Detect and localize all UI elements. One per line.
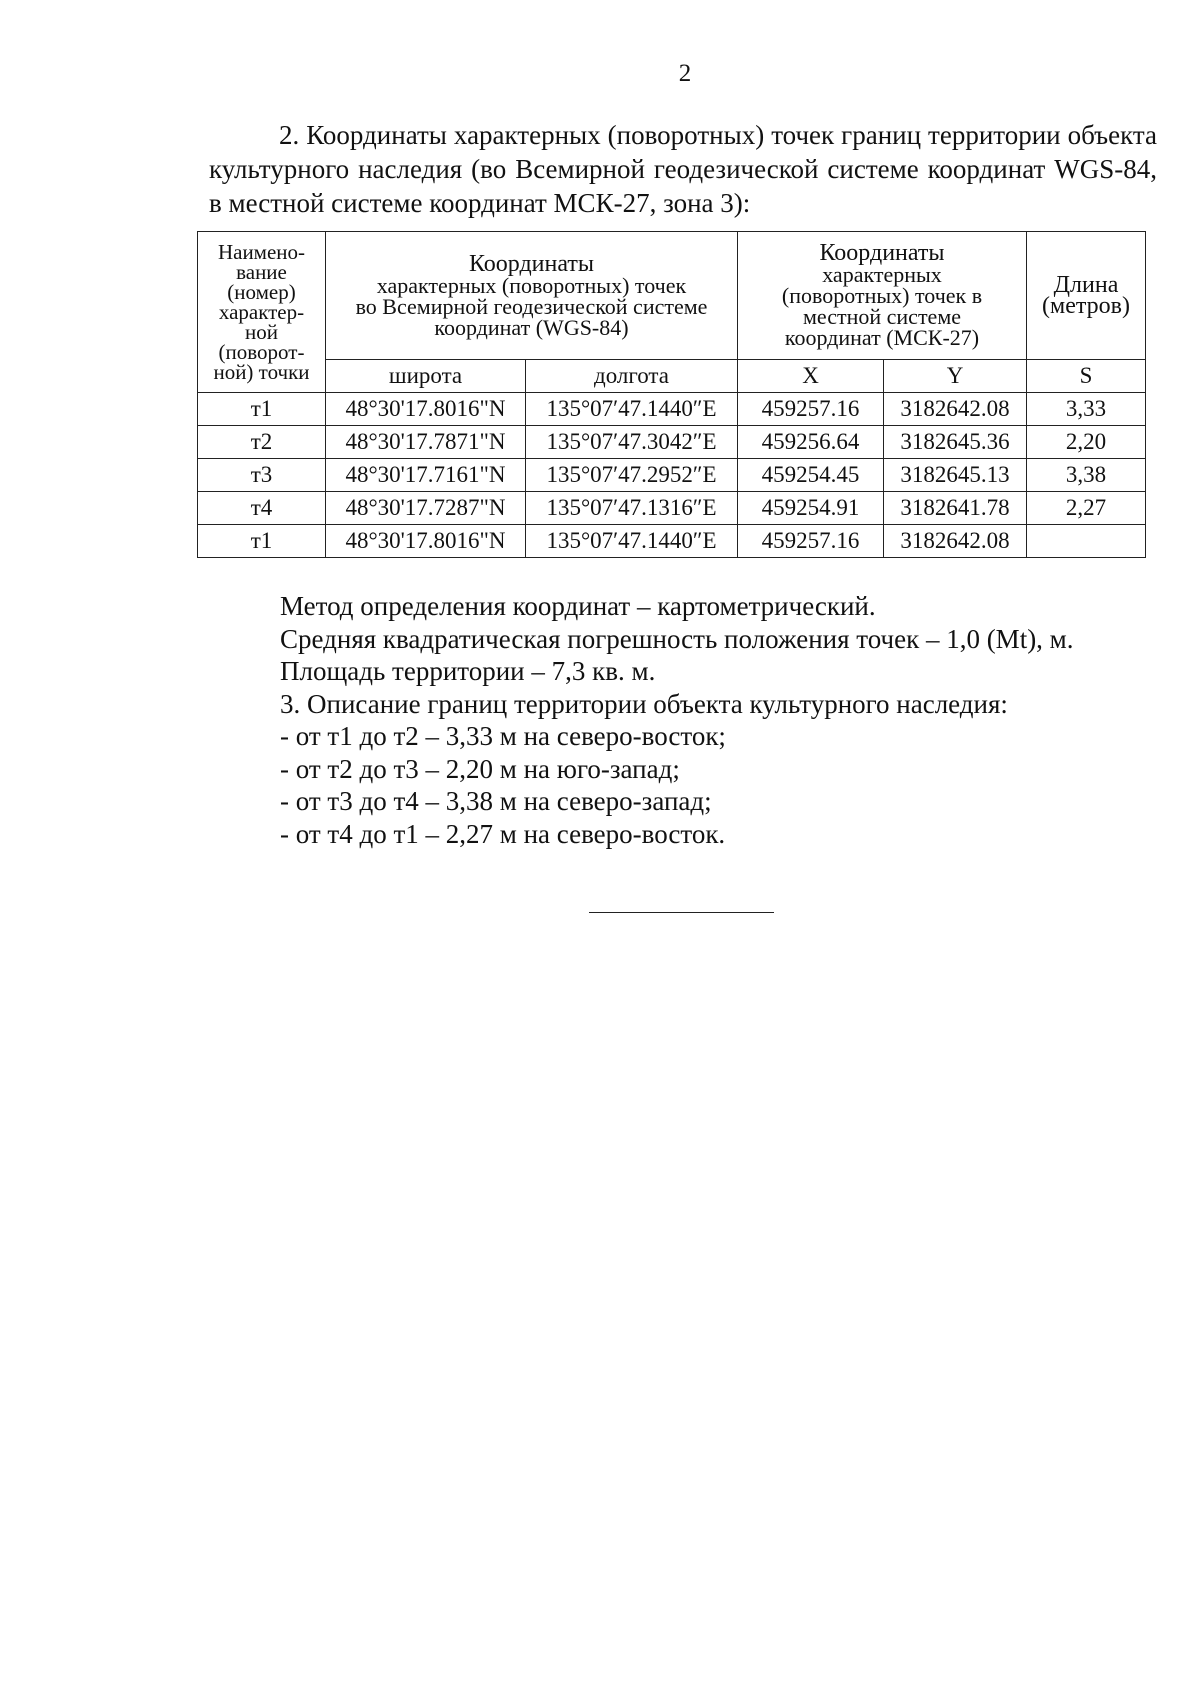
header-msk-coordinates: Координаты характерных (поворотных) точек в местной системе координат (МСК-27) bbox=[738, 232, 1027, 360]
cell-longitude: 135°07′47.1440″E bbox=[526, 393, 738, 426]
header-y: Y bbox=[884, 360, 1027, 393]
boundary-segment: - от т4 до т1 – 2,27 м на северо-восток. bbox=[280, 818, 726, 849]
boundary-segment: - от т1 до т2 – 3,33 м на северо-восток; bbox=[280, 721, 726, 751]
intro-paragraph: 2. Координаты характерных (поворотных) точек границ территории объекта культурного наследия (во Всемирной геодезической системе координат WGS-84, в местной системе координат МСК-27, зона 3): bbox=[209, 120, 1157, 218]
header-s: S bbox=[1027, 360, 1146, 393]
coordinates-table bbox=[197, 231, 1146, 558]
cell-point-name: т1 bbox=[198, 393, 326, 426]
header-x: X bbox=[738, 360, 884, 393]
table-row bbox=[198, 426, 1146, 459]
area-line: Площадь территории – 7,3 кв. м. bbox=[280, 656, 656, 686]
cell-length bbox=[1027, 525, 1146, 558]
cell-x: 459257.16 bbox=[738, 393, 884, 426]
cell-latitude: 48°30'17.8016"N bbox=[326, 525, 526, 558]
cell-y: 3182641.78 bbox=[884, 492, 1027, 525]
cell-longitude: 135°07′47.2952″E bbox=[526, 459, 738, 492]
table-row bbox=[198, 459, 1146, 492]
cell-y: 3182642.08 bbox=[884, 525, 1027, 558]
cell-length: 3,38 bbox=[1027, 459, 1146, 492]
table-row bbox=[198, 393, 1146, 426]
cell-y: 3182642.08 bbox=[884, 393, 1027, 426]
cell-longitude: 135°07′47.3042″E bbox=[526, 426, 738, 459]
accuracy-line: Средняя квадратическая погрешность положения точек – 1,0 (Mt), м. bbox=[280, 623, 1074, 654]
cell-y: 3182645.36 bbox=[884, 426, 1027, 459]
cell-x: 459254.91 bbox=[738, 492, 884, 525]
cell-longitude: 135°07′47.1316″E bbox=[526, 492, 738, 525]
header-latitude: широта bbox=[326, 360, 526, 393]
section-heading: 3. Описание границ территории объекта культурного наследия: bbox=[280, 688, 1008, 719]
cell-point-name: т3 bbox=[198, 459, 326, 492]
header-longitude: долгота bbox=[526, 360, 738, 393]
cell-longitude: 135°07′47.1440″E bbox=[526, 525, 738, 558]
boundary-segment: - от т3 до т4 – 3,38 м на северо-запад; bbox=[280, 786, 712, 816]
boundary-segment: - от т2 до т3 – 2,20 м на юго-запад; bbox=[280, 753, 680, 784]
cell-x: 459254.45 bbox=[738, 459, 884, 492]
cell-latitude: 48°30'17.8016"N bbox=[326, 393, 526, 426]
header-wgs-coordinates: Координаты характерных (поворотных) точек во Всемирной геодезической системе координат (WGS-84) bbox=[326, 232, 738, 360]
cell-y: 3182645.13 bbox=[884, 459, 1027, 492]
header-point-name: Наимено- вание (номер) характер- ной (поворот- ной) точки bbox=[198, 232, 326, 393]
cell-latitude: 48°30'17.7161"N bbox=[326, 459, 526, 492]
end-divider bbox=[589, 912, 774, 913]
cell-length: 2,27 bbox=[1027, 492, 1146, 525]
table-row bbox=[198, 525, 1146, 558]
table-row bbox=[198, 492, 1146, 525]
cell-point-name: т4 bbox=[198, 492, 326, 525]
cell-point-name: т2 bbox=[198, 426, 326, 459]
cell-length: 3,33 bbox=[1027, 393, 1146, 426]
method-line: Метод определения координат – картометрический. bbox=[280, 591, 876, 621]
cell-latitude: 48°30'17.7287"N bbox=[326, 492, 526, 525]
cell-x: 459256.64 bbox=[738, 426, 884, 459]
boundary-description bbox=[280, 590, 1180, 850]
cell-length: 2,20 bbox=[1027, 426, 1146, 459]
cell-latitude: 48°30'17.7871"N bbox=[326, 426, 526, 459]
cell-x: 459257.16 bbox=[738, 525, 884, 558]
header-length: Длина (метров) bbox=[1027, 232, 1146, 360]
page-number: 2 bbox=[678, 60, 692, 87]
cell-point-name: т1 bbox=[198, 525, 326, 558]
